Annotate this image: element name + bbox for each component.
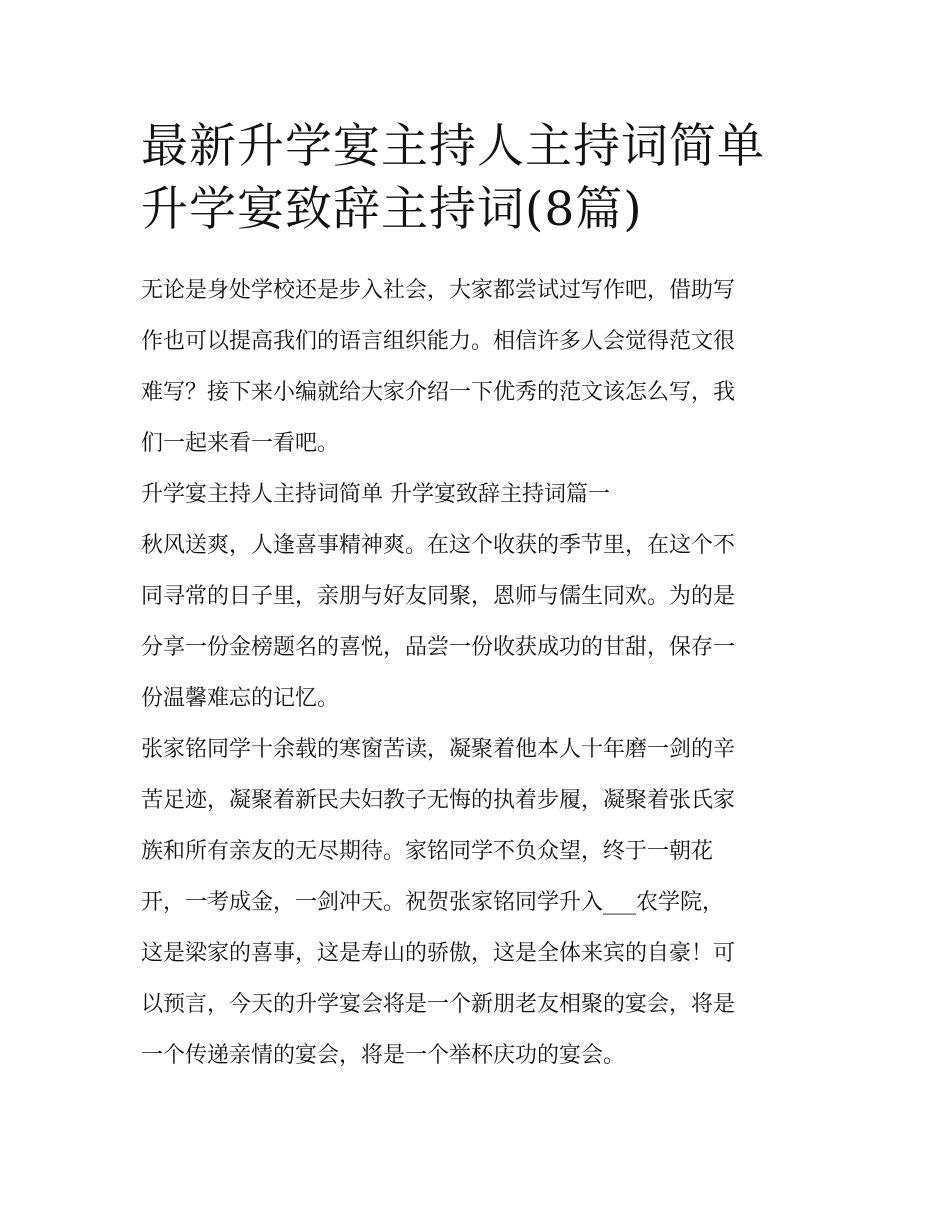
- paragraph-line: 同寻常的日子里，亲朋与好友同聚，恩师与儒生同欢。为的是: [141, 584, 736, 609]
- paragraph-line: 秋风送爽，人逢喜事精神爽。在这个收获的季节里，在这个不: [141, 533, 736, 558]
- paragraph-line: 族和所有亲友的无尽期待。家铭同学不负众望，终于一朝花: [141, 839, 714, 864]
- body-paragraph-1: [141, 520, 813, 724]
- paragraph-line: 以预言，今天的升学宴会将是一个新朋老友相聚的宴会，将是: [141, 992, 736, 1017]
- document-body: [141, 115, 813, 1081]
- paragraph-line: 开，一考成金，一剑冲天。祝贺张家铭同学升入___农学院，: [141, 890, 725, 915]
- title-line-2: 升学宴致辞主持词(8篇): [141, 182, 643, 237]
- paragraph-line: 份温馨难忘的记忆。: [141, 686, 340, 711]
- section-heading: 升学宴主持人主持词简单 升学宴致辞主持词篇一: [141, 482, 610, 507]
- intro-line: 作也可以提高我们的语言组织能力。相信许多人会觉得范文很: [141, 329, 736, 354]
- intro-line: 无论是身处学校还是步入社会，大家都尝试过写作吧，借助写: [141, 278, 736, 303]
- intro-line: 难写？接下来小编就给大家介绍一下优秀的范文该怎么写，我: [141, 380, 736, 405]
- paragraph-line: 苦足迹，凝聚着新民夫妇教子无悔的执着步履，凝聚着张氏家: [141, 788, 736, 813]
- intro-line: 们一起来看一看吧。: [141, 431, 340, 456]
- paragraph-line: 张家铭同学十余载的寒窗苦读，凝聚着他本人十年磨一剑的辛: [141, 737, 736, 762]
- paragraph-line: 分享一份金榜题名的喜悦，品尝一份收获成功的甘甜，保存一: [141, 635, 736, 660]
- body-paragraph-2: [141, 724, 813, 1081]
- intro-paragraph: [141, 265, 813, 469]
- paragraph-line: 一个传递亲情的宴会，将是一个举杯庆功的宴会。: [141, 1043, 626, 1068]
- title-line-1: 最新升学宴主持人主持词简单: [141, 119, 765, 174]
- paragraph-line: 这是梁家的喜事，这是寿山的骄傲，这是全体来宾的自豪！可: [141, 941, 736, 966]
- page-title: [141, 115, 813, 241]
